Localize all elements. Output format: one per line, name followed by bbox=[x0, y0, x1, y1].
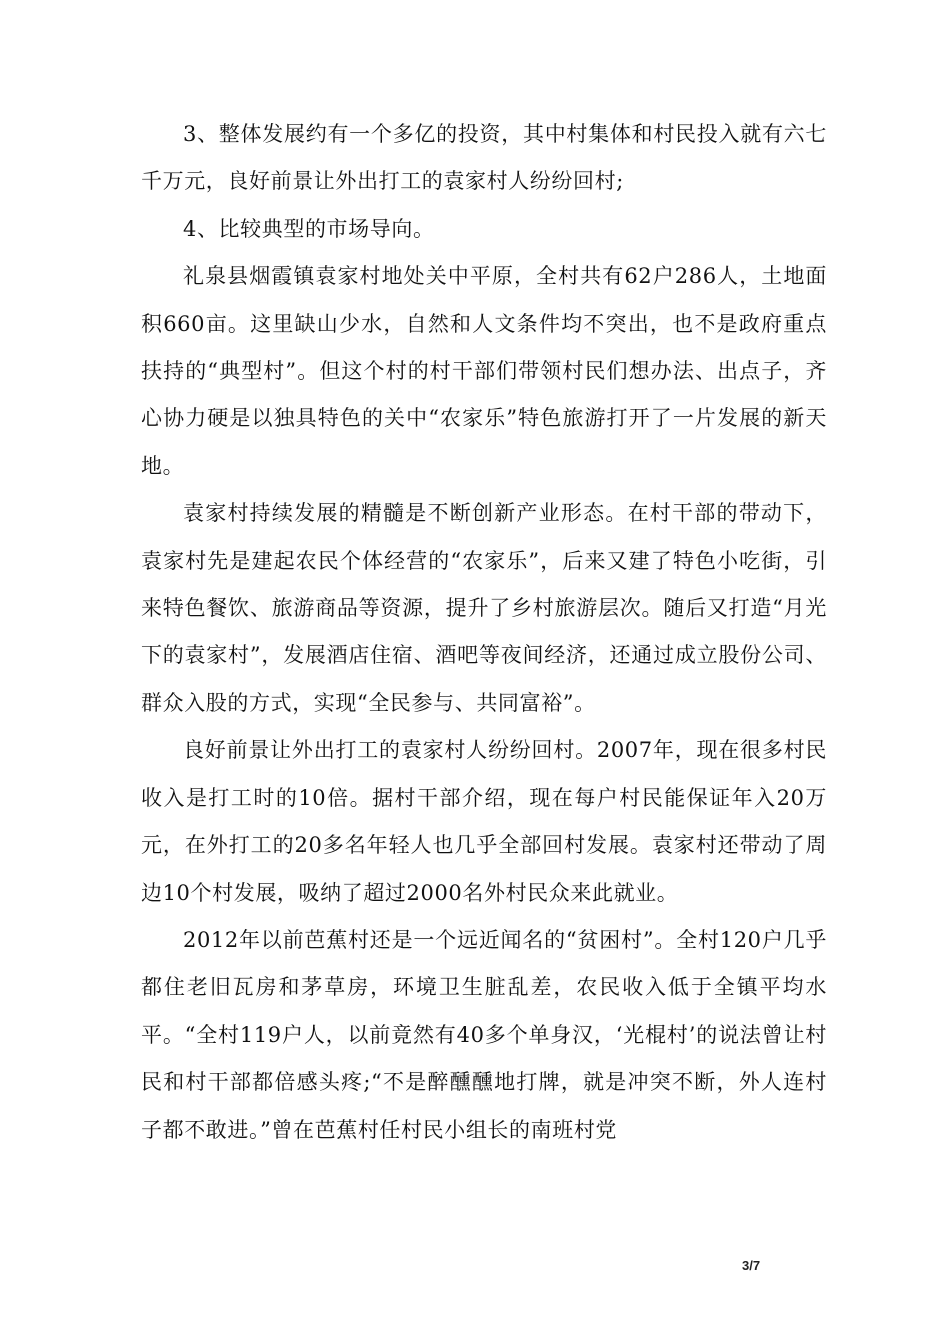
paragraph-investment: 3、整体发展约有一个多亿的投资，其中村集体和村民投入就有六七千万元，良好前景让外出打工的袁家村人纷纷回村; bbox=[141, 122, 827, 194]
paragraph-market-orientation: 4、比较典型的市场导向。 bbox=[183, 216, 435, 241]
paragraph-yuanjia-village-intro: 礼泉县烟霞镇袁家村地处关中平原，全村共有62户286人，土地面积660亩。这里缺山少水，自然和人文条件均不突出，也不是政府重点扶持的“典型村”。但这个村的村干部们带领村民们想办法、出点子，齐心协力硬是以独具特色的关中“农家乐”特色旅游打开了一片发展的新天地。 bbox=[141, 264, 827, 478]
document-body bbox=[141, 111, 827, 1154]
paragraph-industry-innovation: 袁家村持续发展的精髓是不断创新产业形态。在村干部的带动下，袁家村先是建起农民个体经营的“农家乐”，后来又建了特色小吃街，引来特色餐饮、旅游商品等资源，提升了乡村旅游层次。随后又打造“月光下的袁家村”，发展酒店住宿、酒吧等夜间经济，还通过成立股份公司、群众入股的方式，实现“全民参与、共同富裕”。 bbox=[141, 501, 827, 715]
paragraph-bajiao-village: 2012年以前芭蕉村还是一个远近闻名的“贫困村”。全村120户几乎都住老旧瓦房和茅草房，环境卫生脏乱差，农民收入低于全镇平均水平。“全村119户人，以前竟然有40多个单身汉，‘光棍村’的说法曾让村民和村干部都倍感头疼;“不是醉醺醺地打牌，就是冲突不断，外人连村子都不敢进。”曾在芭蕉村任村民小组长的南班村党 bbox=[141, 927, 827, 1142]
paragraph-villagers-return: 良好前景让外出打工的袁家村人纷纷回村。2007年，现在很多村民收入是打工时的10倍。据村干部介绍，现在每户村民能保证年入20万元，在外打工的20多名年轻人也几乎全部回村发展。袁家村还带动了周边10个村发展，吸纳了超过2000名外村民众来此就业。 bbox=[141, 738, 827, 905]
page-number: 3/7 bbox=[742, 1258, 761, 1273]
